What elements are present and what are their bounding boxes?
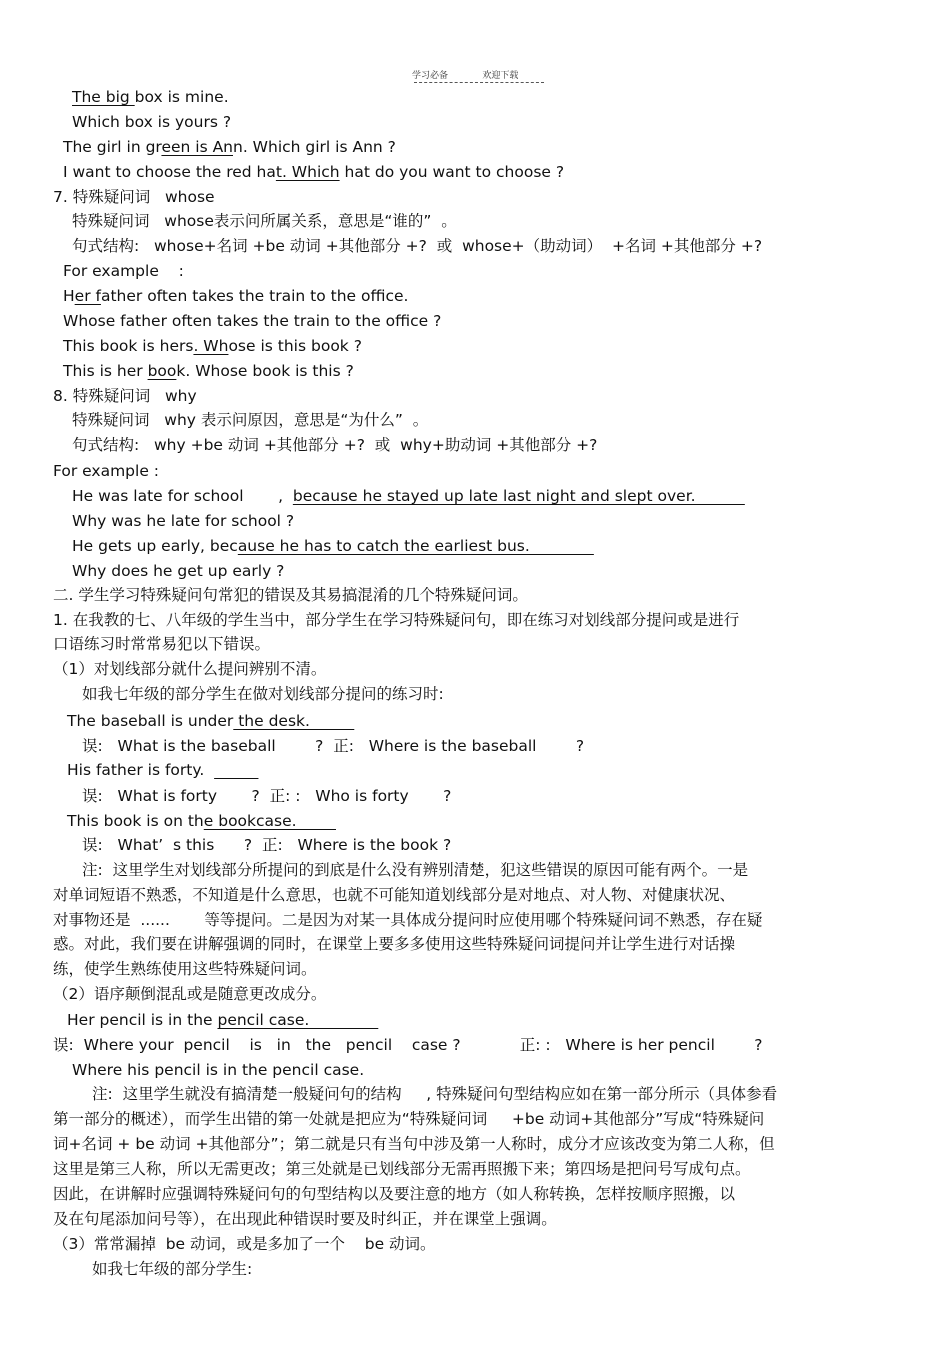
text-line bbox=[53, 984, 326, 1004]
text-segment: 练，使学生熟练使用这些特殊疑问词。 bbox=[53, 960, 317, 978]
text-segment: The baseball is under bbox=[67, 712, 234, 730]
text-line bbox=[63, 336, 362, 356]
underlined-text: because he stayed up late last night and slept over. bbox=[292, 487, 745, 505]
text-line bbox=[53, 1209, 557, 1229]
text-line bbox=[53, 1035, 763, 1055]
text-segment: （2）语序颠倒混乱或是随意更改成分。 bbox=[53, 985, 327, 1003]
text-line bbox=[63, 286, 408, 306]
text-segment: He gets up early, bec bbox=[72, 537, 238, 555]
underlined-text: the desk. bbox=[233, 712, 355, 730]
underlined-text: The big bbox=[72, 88, 135, 106]
text-segment: Why was he late for school ? bbox=[72, 512, 295, 530]
header-left: 学习必备 bbox=[412, 71, 449, 81]
text-segment: 口语练习时常常易犯以下错误。 bbox=[53, 635, 271, 653]
text-segment: 句式结构: why +be 动词 +其他部分 +? 或 why+助动词 +其他部分 +? bbox=[72, 436, 598, 454]
text-line bbox=[82, 736, 584, 756]
text-segment: box is mine. bbox=[134, 88, 229, 106]
text-segment: 词+名词 + be 动词 +其他部分”；第二就是只有当句中涉及第一人称时，成分才应该改变为第二人称，但 bbox=[53, 1135, 775, 1153]
underlined-text: boo bbox=[147, 362, 177, 380]
text-segment: 1. 在我教的七、八年级的学生当中，部分学生在学习特殊疑问句，即在练习对划线部分提问或是进行 bbox=[53, 611, 740, 629]
underlined-text: een is An bbox=[161, 138, 233, 156]
text-line bbox=[92, 1084, 777, 1104]
text-segment: 特殊疑问词 whose表示问所属关系，意思是“谁的” 。 bbox=[72, 212, 457, 230]
text-segment: Which box is yours ? bbox=[72, 113, 232, 131]
text-segment: I want to choose the red ha bbox=[63, 163, 276, 181]
text-segment: 7. 特殊疑问词 whose bbox=[53, 188, 215, 206]
text-segment: For example : bbox=[63, 262, 184, 280]
text-line bbox=[82, 684, 444, 704]
text-segment: 因此，在讲解时应强调特殊疑问句的句型结构以及要注意的地方（如人称转换，怎样按顺序照搬，以 bbox=[53, 1185, 736, 1203]
text-line bbox=[63, 162, 564, 182]
text-segment: n. Which girl is Ann ? bbox=[233, 138, 396, 156]
text-line bbox=[72, 435, 597, 455]
text-line bbox=[72, 112, 231, 132]
text-line bbox=[53, 659, 326, 679]
underlined-text bbox=[214, 761, 258, 779]
text-segment: This book is on th bbox=[67, 812, 204, 830]
text-segment: This is her bbox=[63, 362, 148, 380]
text-segment: He was late for school , bbox=[72, 487, 293, 505]
underlined-text: ause he has to catch the earliest bus. bbox=[237, 537, 594, 555]
text-line bbox=[53, 934, 735, 954]
text-line bbox=[53, 910, 762, 930]
text-line bbox=[53, 885, 735, 905]
text-segment: ose is this book ? bbox=[228, 337, 362, 355]
text-segment: 注: 这里学生就没有搞清楚一般疑问句的结构 , 特殊疑问句型结构应如在第一部分所示（具体参看 bbox=[92, 1085, 778, 1103]
text-line bbox=[67, 1010, 378, 1030]
text-segment: The girl in gr bbox=[63, 138, 162, 156]
text-segment: 对事物还是 ...... 等等提问。二是因为对某一具体成分提问时应使用哪个特殊疑问词不熟悉，存在疑 bbox=[53, 911, 763, 929]
text-segment: 注: 这里学生对划线部分所提问的到底是什么没有辨别清楚，犯这些错误的原因可能有两个。一是 bbox=[82, 861, 749, 879]
text-segment: 第一部分的概述），而学生出错的第一处就是把应为“特殊疑问词 +be 动词+其他部分”写成“特殊疑问 bbox=[53, 1110, 765, 1128]
text-line bbox=[92, 1259, 252, 1279]
text-line bbox=[67, 711, 354, 731]
text-line bbox=[82, 860, 748, 880]
text-segment: 句式结构: whose+名词 +be 动词 +其他部分 +? 或 whose+（助动词） +名词 +其他部分 +? bbox=[72, 237, 763, 255]
text-segment: 对单词短语不熟悉，不知道是什么意思，也就不可能知道划线部分是对地点、对人物、对健康状况、 bbox=[53, 886, 736, 904]
text-segment: 及在句尾添加问号等），在出现此种错误时要及时纠正，并在课堂上强调。 bbox=[53, 1210, 557, 1228]
page-header bbox=[412, 68, 552, 81]
header-right: 欢迎下载 bbox=[482, 71, 519, 81]
text-line bbox=[53, 1234, 436, 1254]
text-line bbox=[72, 211, 457, 231]
text-line bbox=[72, 1060, 364, 1080]
text-line bbox=[82, 786, 451, 806]
underlined-text: t. Which bbox=[275, 163, 340, 181]
underlined-text: . Wh bbox=[193, 337, 229, 355]
text-segment: Her pencil is in the bbox=[67, 1011, 218, 1029]
text-line bbox=[63, 361, 354, 381]
underlined-text: e bookcase. bbox=[203, 812, 336, 830]
text-segment: 误: What’ s this ? 正: Where is the book ? bbox=[82, 836, 452, 854]
text-line bbox=[53, 1109, 764, 1129]
text-segment: k. Whose book is this ? bbox=[176, 362, 354, 380]
text-segment: ather often takes the train to the office. bbox=[100, 287, 409, 305]
text-line bbox=[53, 1159, 751, 1179]
text-segment: 二. 学生学习特殊疑问句常犯的错误及其易搞混淆的几个特殊疑问词。 bbox=[53, 586, 528, 604]
text-segment: 误: What is the baseball ? 正: Where is the baseball ? bbox=[82, 737, 585, 755]
text-segment: Why does he get up early ? bbox=[72, 562, 285, 580]
text-segment: （1）对划线部分就什么提问辨别不清。 bbox=[53, 660, 327, 678]
header-rule bbox=[414, 82, 544, 83]
text-segment: H bbox=[63, 287, 75, 305]
text-line bbox=[53, 461, 159, 481]
text-line bbox=[72, 87, 229, 107]
text-segment: This book is hers bbox=[63, 337, 194, 355]
text-segment: Whose father often takes the train to the office ? bbox=[63, 312, 442, 330]
text-line bbox=[63, 311, 441, 331]
text-segment: 误: Where your pencil is in the pencil case ? 正: : Where is her pencil ? bbox=[53, 1036, 763, 1054]
text-line bbox=[72, 511, 294, 531]
text-line bbox=[72, 536, 594, 556]
text-line bbox=[72, 236, 762, 256]
text-segment: 如我七年级的部分学生在做对划线部分提问的练习时: bbox=[82, 685, 444, 703]
text-line bbox=[53, 187, 215, 207]
text-line bbox=[67, 760, 258, 780]
text-segment: 特殊疑问词 why 表示问原因，意思是“为什么” 。 bbox=[72, 411, 429, 429]
text-line bbox=[53, 1134, 775, 1154]
text-line bbox=[72, 410, 428, 430]
text-line bbox=[82, 835, 451, 855]
text-line bbox=[53, 1184, 735, 1204]
text-segment: Where his pencil is in the pencil case. bbox=[72, 1061, 365, 1079]
text-line bbox=[72, 561, 284, 581]
text-line bbox=[53, 959, 317, 979]
text-line bbox=[63, 137, 396, 157]
underlined-text: er f bbox=[74, 287, 101, 305]
text-segment: 惑。对此，我们要在讲解强调的同时，在课堂上要多多使用这些特殊疑问词提问并让学生进行对话操 bbox=[53, 935, 736, 953]
text-line bbox=[72, 486, 745, 506]
text-segment: For example : bbox=[53, 462, 160, 480]
text-line bbox=[63, 261, 184, 281]
text-segment: 如我七年级的部分学生: bbox=[92, 1260, 253, 1278]
text-line bbox=[53, 585, 528, 605]
underlined-text: pencil case. bbox=[217, 1011, 379, 1029]
text-segment: 这里是第三人称，所以无需更改；第三处就是已划线部分无需再照搬下来；第四场是把问号写成句点。 bbox=[53, 1160, 751, 1178]
text-segment: （3）常常漏掉 be 动词，或是多加了一个 be 动词。 bbox=[53, 1235, 436, 1253]
text-line bbox=[53, 610, 739, 630]
text-line bbox=[67, 811, 336, 831]
text-line bbox=[53, 386, 197, 406]
text-segment: His father is forty. bbox=[67, 761, 215, 779]
text-segment: 8. 特殊疑问词 why bbox=[53, 387, 197, 405]
text-line bbox=[53, 634, 270, 654]
text-segment: hat do you want to choose ? bbox=[339, 163, 565, 181]
text-segment: 误: What is forty ? 正: : Who is forty ? bbox=[82, 787, 452, 805]
